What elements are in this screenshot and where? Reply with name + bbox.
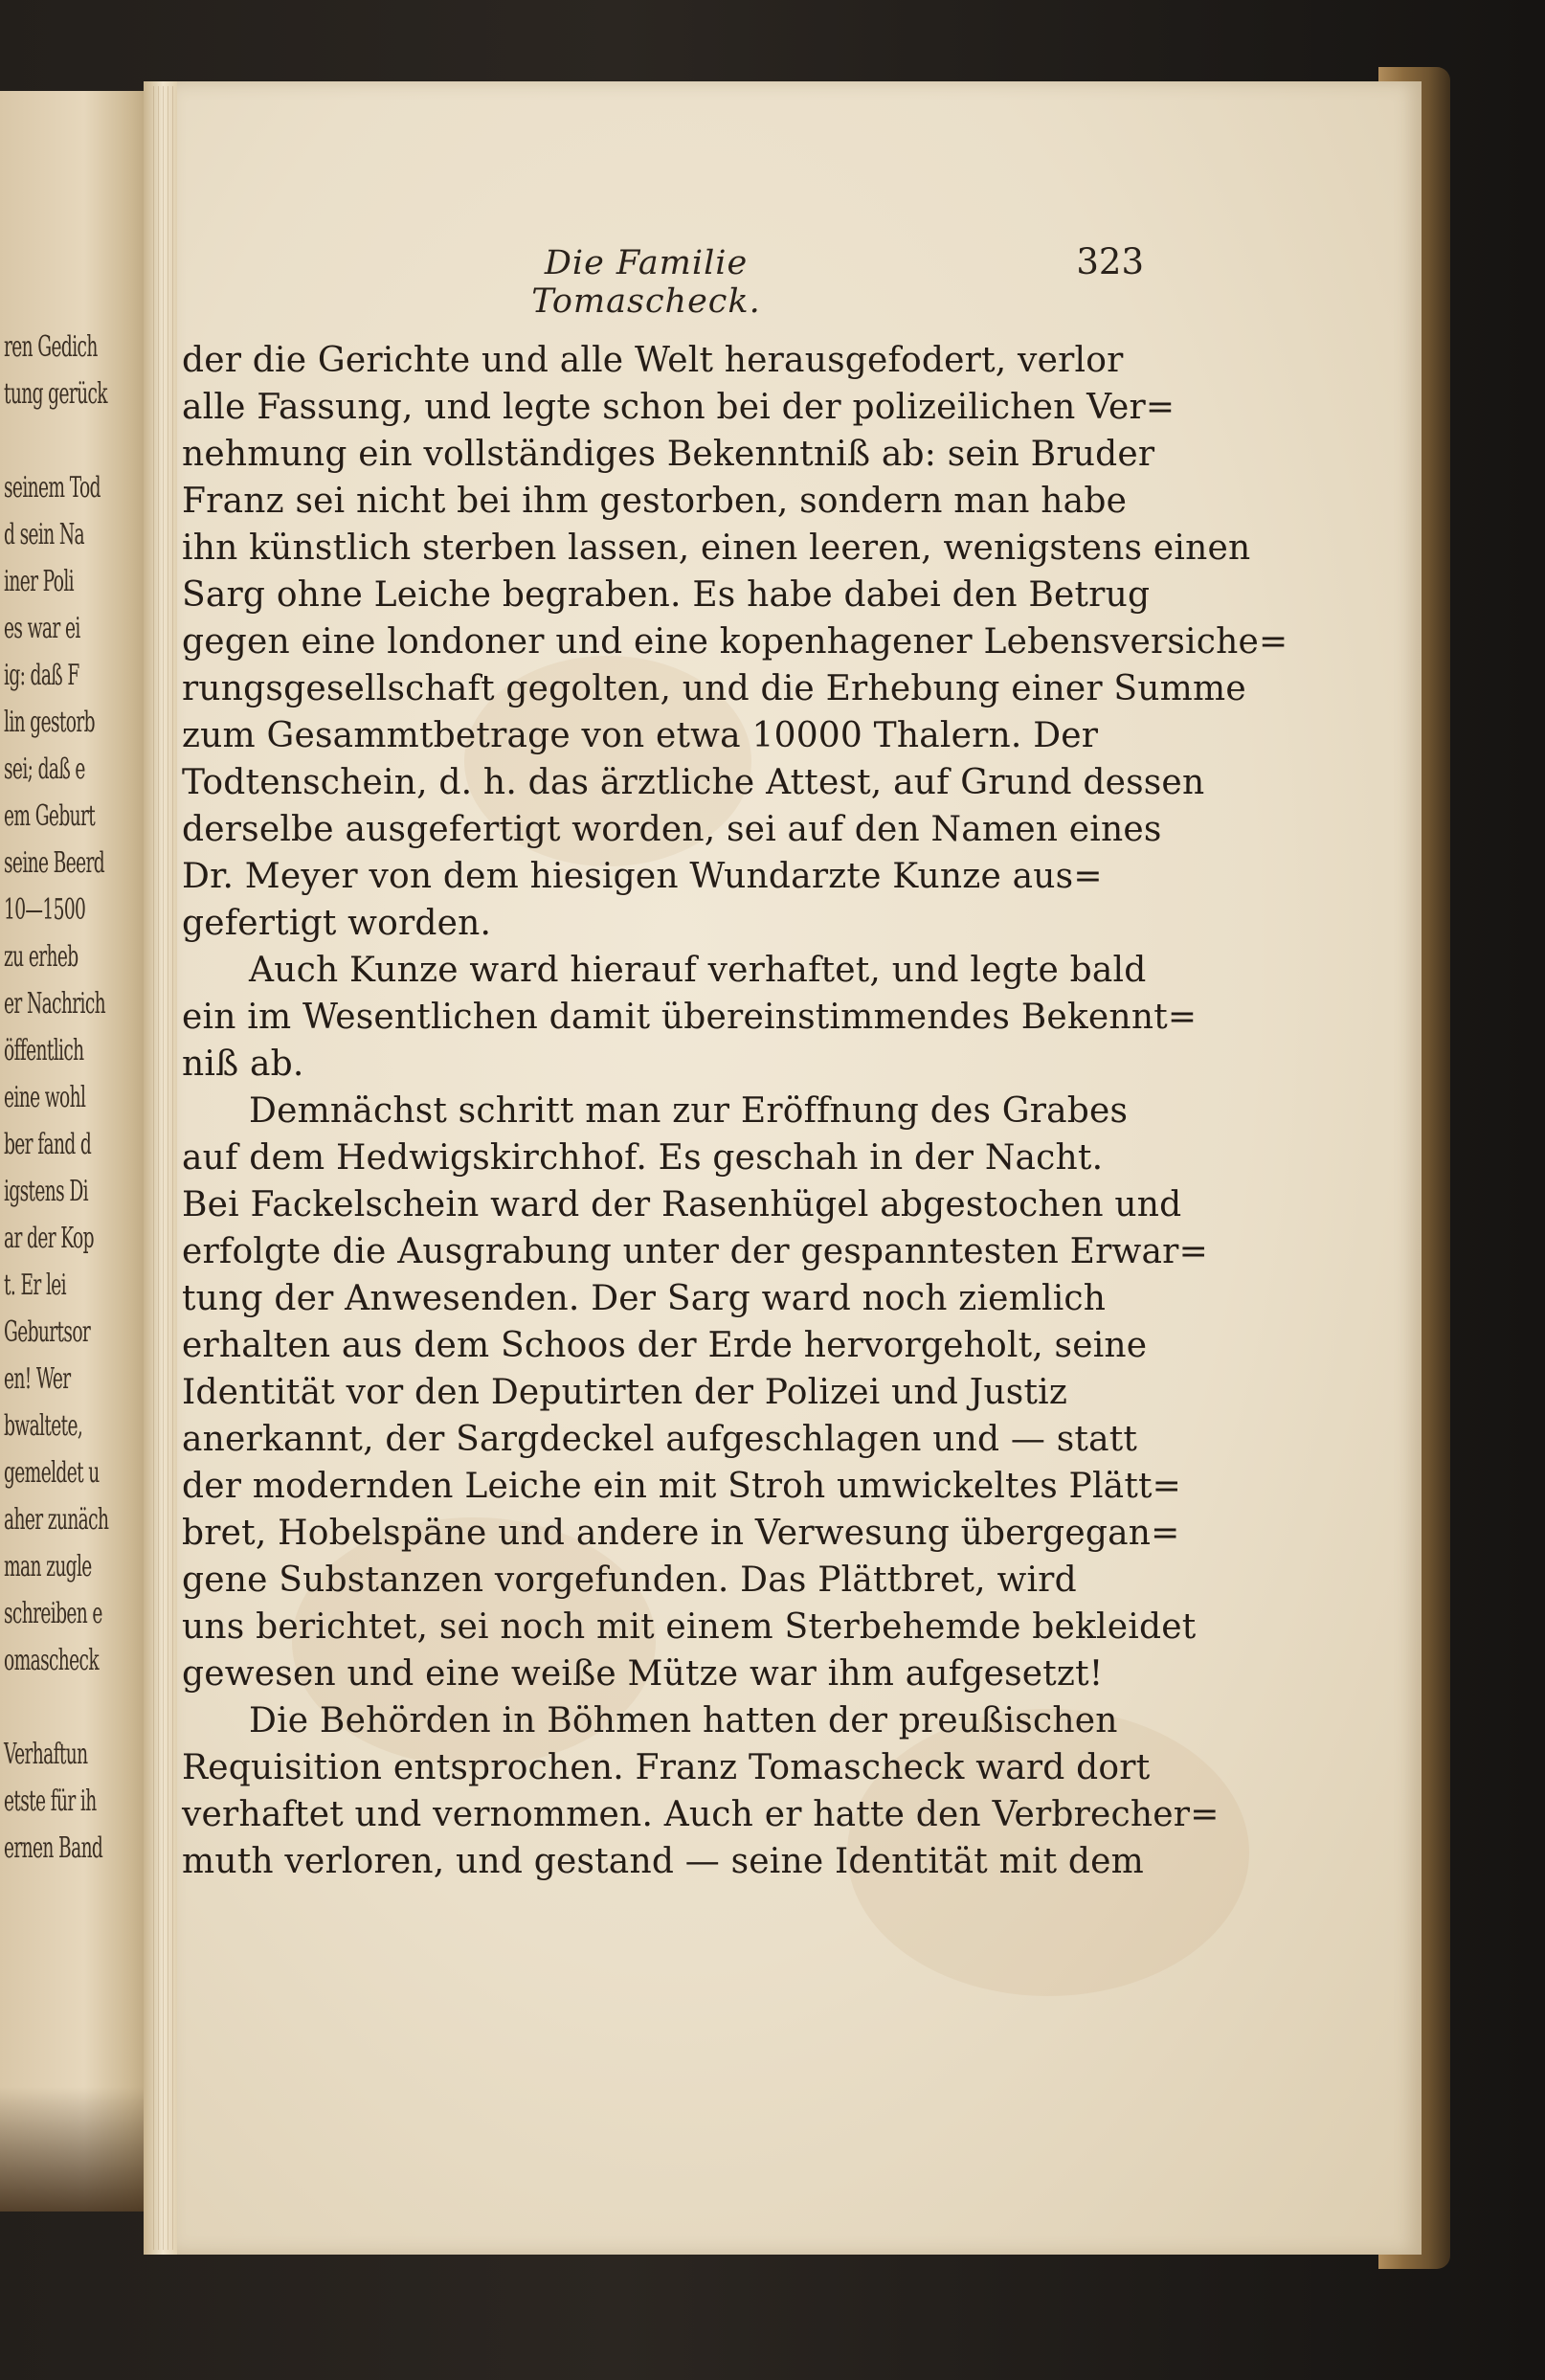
text-line: uns berichtet, sei noch mit einem Sterbehemde bekleidet xyxy=(182,1607,1197,1647)
text-line: Franz sei nicht bei ihm gestorben, sondern man habe xyxy=(182,482,1128,521)
text-line: derselbe ausgefertigt worden, sei auf den Namen eines xyxy=(182,810,1162,849)
text-line: der modernden Leiche ein mit Stroh umwickeltes Plätt= xyxy=(182,1467,1182,1506)
previous-page-line: omascheck xyxy=(4,1644,99,1677)
text-line: gewesen und eine weiße Mütze war ihm aufgesetzt! xyxy=(182,1654,1104,1694)
previous-page-line: seinem Tod xyxy=(4,471,101,505)
text-line: erfolgte die Ausgrabung unter der gespanntesten Erwar= xyxy=(182,1232,1208,1271)
previous-page-line: lin gestorb xyxy=(4,706,95,739)
page-number: 323 xyxy=(1076,241,1144,282)
previous-page-line: er Nachrich xyxy=(4,987,105,1021)
previous-page-line xyxy=(4,424,93,462)
previous-page-line: aher zunäch xyxy=(4,1503,109,1537)
previous-page-line: d sein Na xyxy=(4,518,85,551)
text-line: Demnächst schritt man zur Eröffnung des Grabes xyxy=(249,1091,1129,1131)
text-line: nehmung ein vollständiges Bekenntniß ab: sein Bruder xyxy=(182,435,1155,474)
previous-page-line: ber fand d xyxy=(4,1128,92,1161)
previous-page-line: etste für ih xyxy=(4,1785,97,1818)
text-line: niß ab. xyxy=(182,1044,304,1084)
text-line: alle Fassung, und legte schon bei der polizeilichen Ver= xyxy=(182,388,1176,427)
text-line: gegen eine londoner und eine kopenhagener Lebensversiche= xyxy=(182,622,1288,662)
text-line: Sarg ohne Leiche begraben. Es habe dabei den Betrug xyxy=(182,575,1151,615)
previous-page-line: iner Poli xyxy=(4,565,75,598)
text-line: anerkannt, der Sargdeckel aufgeschlagen und — statt xyxy=(182,1420,1138,1459)
previous-page-line: ernen Band xyxy=(4,1831,103,1865)
previous-page-edge xyxy=(0,91,153,2212)
text-line: gefertigt worden. xyxy=(182,904,492,943)
previous-page-line: 10—1500 xyxy=(4,893,86,927)
previous-page-line: Geburtsor xyxy=(4,1315,91,1349)
text-line: Identität vor den Deputirten der Polizei und Justiz xyxy=(182,1373,1068,1412)
text-line: auf dem Hedwigskirchhof. Es geschah in der Nacht. xyxy=(182,1138,1104,1178)
page-burn-mark xyxy=(0,2087,153,2212)
text-line: erhalten aus dem Schoos der Erde hervorgeholt, seine xyxy=(182,1326,1148,1365)
text-line: ein im Wesentlichen damit übereinstimmendes Bekennt= xyxy=(182,998,1198,1037)
text-line: gene Substanzen vorgefunden. Das Plättbret, wird xyxy=(182,1560,1077,1600)
text-line: der die Gerichte und alle Welt herausgefodert, verlor xyxy=(182,341,1124,380)
text-line: Bei Fackelschein ward der Rasenhügel abgestochen und xyxy=(182,1185,1182,1224)
text-line: rungsgesellschaft gegolten, und die Erhebung einer Summe xyxy=(182,669,1246,708)
previous-page-line: en! Wer xyxy=(4,1362,71,1396)
previous-page-line: igstens Di xyxy=(4,1175,88,1208)
previous-page-line: eine wohl xyxy=(4,1081,86,1114)
previous-page-line xyxy=(4,1691,93,1729)
previous-page-line: ren Gedich xyxy=(4,330,98,364)
text-line: Die Behörden in Böhmen hatten der preußischen xyxy=(249,1701,1118,1740)
body-text xyxy=(182,337,1288,1885)
text-line: tung der Anwesenden. Der Sarg ward noch ziemlich xyxy=(182,1279,1107,1318)
text-line: Requisition entsprochen. Franz Tomascheck ward dort xyxy=(182,1748,1151,1787)
previous-page-line: es war ei xyxy=(4,612,80,645)
text-line: ihn künstlich sterben lassen, einen leeren, wenigstens einen xyxy=(182,528,1251,568)
running-head: Die Familie Tomascheck. xyxy=(531,244,761,321)
previous-page-line: zu erheb xyxy=(4,940,78,974)
previous-page-line: t. Er lei xyxy=(4,1269,67,1302)
previous-page-line: ig: daß F xyxy=(4,659,79,692)
previous-page-line: sei; daß e xyxy=(4,752,85,786)
previous-page-line: tung gerück xyxy=(4,377,107,411)
previous-page-line: ar der Kop xyxy=(4,1222,94,1255)
text-line: bret, Hobelspäne und andere in Verwesung übergegan= xyxy=(182,1514,1180,1553)
previous-page-line: Verhaftun xyxy=(4,1738,88,1771)
text-line: Dr. Meyer von dem hiesigen Wundarzte Kunze aus= xyxy=(182,857,1103,896)
text-line: muth verloren, und gestand — seine Identität mit dem xyxy=(182,1842,1145,1881)
previous-page-line: schreiben e xyxy=(4,1597,102,1630)
text-line: Auch Kunze ward hierauf verhaftet, und legte bald xyxy=(249,951,1147,990)
previous-page-line: bwaltete, xyxy=(4,1409,83,1443)
previous-page-line: man zugle xyxy=(4,1550,92,1583)
text-line: zum Gesammtbetrage von etwa 10000 Thalern. Der xyxy=(182,716,1099,755)
text-line: Todtenschein, d. h. das ärztliche Attest, auf Grund dessen xyxy=(182,763,1205,802)
previous-page-line: gemeldet u xyxy=(4,1456,100,1490)
text-line: verhaftet und vernommen. Auch er hatte den Verbrecher= xyxy=(182,1795,1220,1834)
previous-page-line: em Geburt xyxy=(4,799,96,833)
previous-page-line: seine Beerd xyxy=(4,846,105,880)
previous-page-line: öffentlich xyxy=(4,1034,84,1067)
